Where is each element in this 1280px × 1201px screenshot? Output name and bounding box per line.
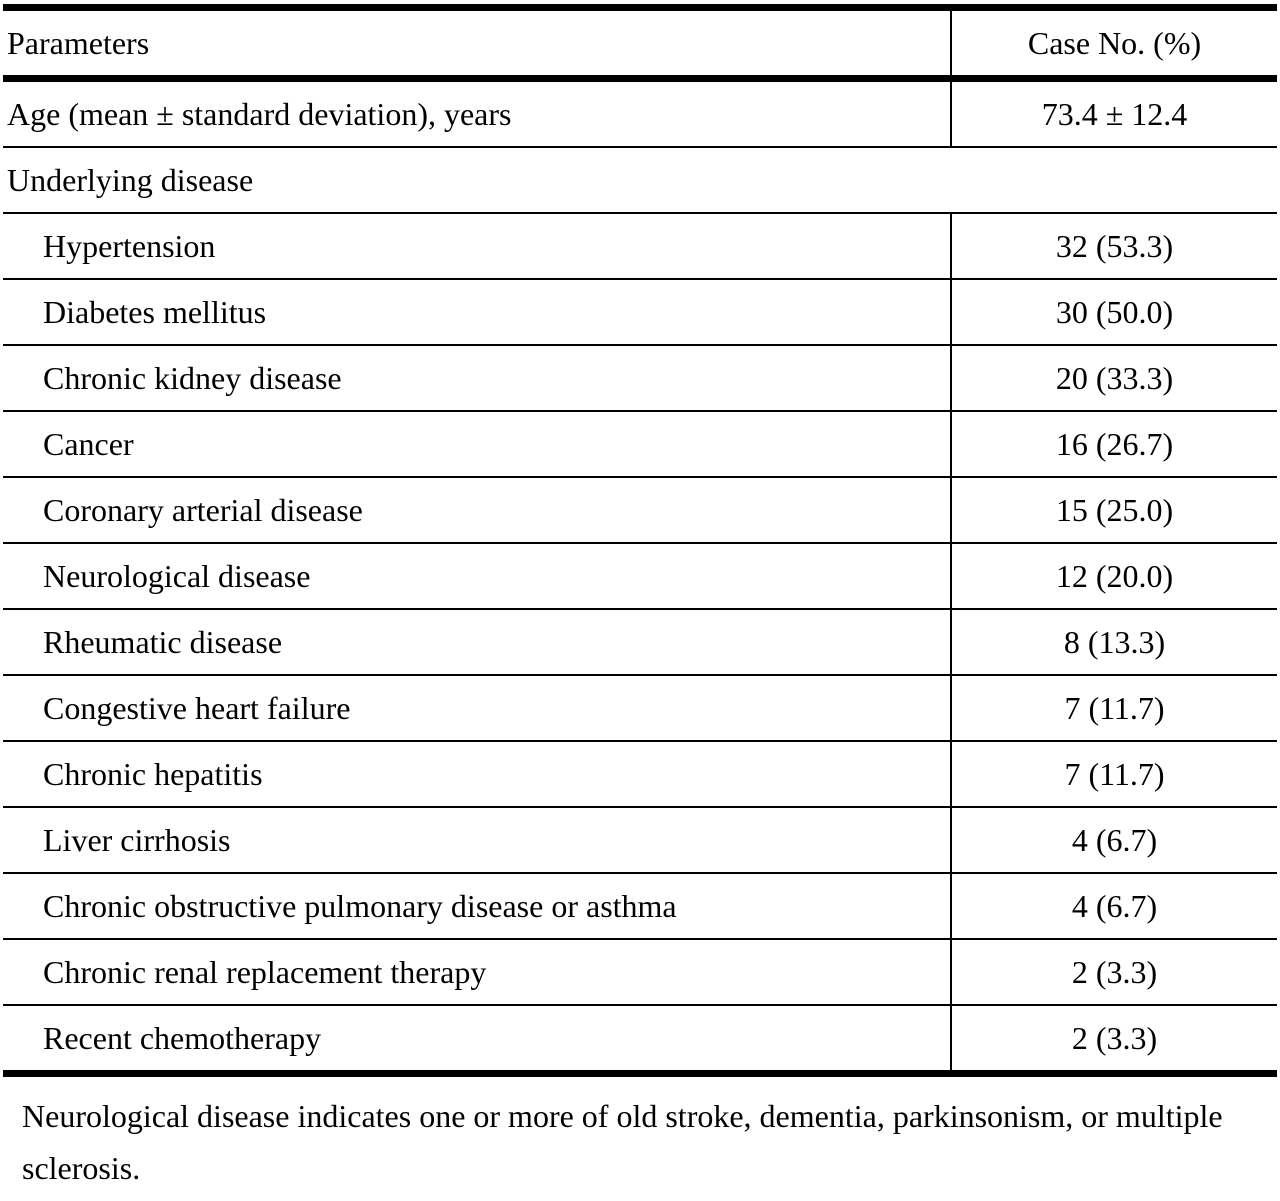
- characteristics-table: [3, 4, 1277, 1077]
- table-row: [3, 279, 1277, 345]
- table-row: [3, 477, 1277, 543]
- table-row: [3, 411, 1277, 477]
- age-label: Age (mean ± standard deviation), years: [3, 79, 951, 148]
- table-row: [3, 609, 1277, 675]
- row-label: Hypertension: [3, 213, 951, 279]
- row-label: Chronic hepatitis: [3, 741, 951, 807]
- table-row: [3, 345, 1277, 411]
- table-row: [3, 741, 1277, 807]
- row-label: Congestive heart failure: [3, 675, 951, 741]
- row-label: Coronary arterial disease: [3, 477, 951, 543]
- row-label: Cancer: [3, 411, 951, 477]
- section-row-underlying-disease: [3, 147, 1277, 213]
- table-row: [3, 939, 1277, 1005]
- row-value: 4 (6.7): [951, 873, 1277, 939]
- row-value: 30 (50.0): [951, 279, 1277, 345]
- header-case-no: Case No. (%): [951, 8, 1277, 79]
- row-label: Neurological disease: [3, 543, 951, 609]
- header-parameters: Parameters: [3, 8, 951, 79]
- table-row: [3, 873, 1277, 939]
- row-value: 2 (3.3): [951, 939, 1277, 1005]
- table-row: [3, 543, 1277, 609]
- table-row: [3, 675, 1277, 741]
- row-value: 2 (3.3): [951, 1005, 1277, 1074]
- table-row-age: [3, 79, 1277, 148]
- table-row: [3, 1005, 1277, 1074]
- section-label: Underlying disease: [3, 147, 1277, 213]
- row-value: 7 (11.7): [951, 675, 1277, 741]
- row-label: Chronic obstructive pulmonary disease or asthma: [3, 873, 951, 939]
- row-label: Rheumatic disease: [3, 609, 951, 675]
- characteristics-table-container: [3, 4, 1277, 1077]
- row-value: 32 (53.3): [951, 213, 1277, 279]
- row-label: Chronic kidney disease: [3, 345, 951, 411]
- row-value: 8 (13.3): [951, 609, 1277, 675]
- table-row: [3, 213, 1277, 279]
- row-value: 20 (33.3): [951, 345, 1277, 411]
- row-value: 15 (25.0): [951, 477, 1277, 543]
- row-value: 4 (6.7): [951, 807, 1277, 873]
- row-value: 7 (11.7): [951, 741, 1277, 807]
- row-value: 12 (20.0): [951, 543, 1277, 609]
- table-footnote: Neurological disease indicates one or more of old stroke, dementia, parkinsonism, or multiple sclerosis.: [22, 1098, 1223, 1186]
- age-value: 73.4 ± 12.4: [951, 79, 1277, 148]
- row-label: Liver cirrhosis: [3, 807, 951, 873]
- row-value: 16 (26.7): [951, 411, 1277, 477]
- row-label: Chronic renal replacement therapy: [3, 939, 951, 1005]
- table-row: [3, 807, 1277, 873]
- table-header-row: [3, 8, 1277, 79]
- row-label: Recent chemotherapy: [3, 1005, 951, 1074]
- row-label: Diabetes mellitus: [3, 279, 951, 345]
